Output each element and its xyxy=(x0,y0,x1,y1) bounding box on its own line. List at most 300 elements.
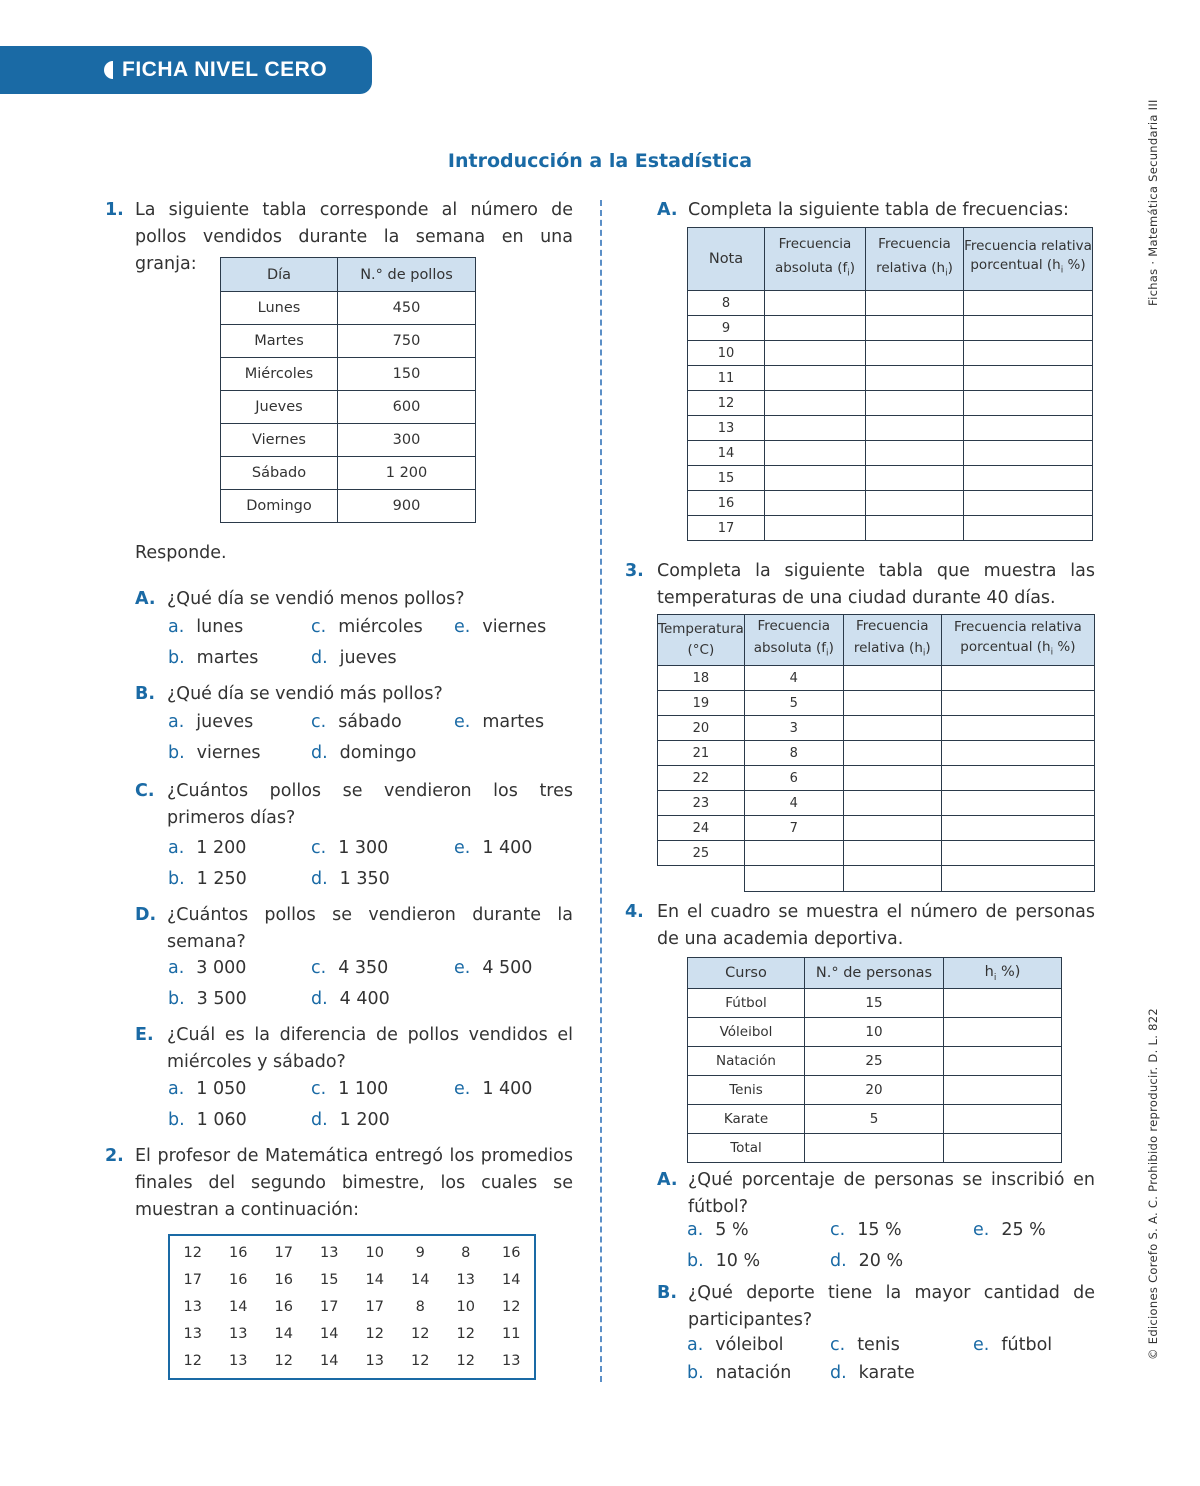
notas-header-hi-text: Frecuencia relativa (h xyxy=(876,236,951,277)
academy-header-h-tail: %) xyxy=(1000,963,1021,980)
q3-verb: Completa xyxy=(657,561,742,581)
fi-blank-cell[interactable] xyxy=(765,391,866,416)
option-text: viernes xyxy=(482,617,547,637)
grade-cell: 17 xyxy=(320,1298,339,1315)
option-letter: d. xyxy=(311,869,328,889)
fi-blank-cell[interactable] xyxy=(765,491,866,516)
option-text: 25 % xyxy=(1001,1220,1046,1240)
notas-header-hpct-sub: i xyxy=(1060,265,1064,276)
option-letter: c. xyxy=(311,958,327,978)
answer-option[interactable] xyxy=(454,1079,532,1099)
column-divider xyxy=(600,200,602,1382)
option-text: 1 060 xyxy=(196,1110,247,1130)
answer-option[interactable] xyxy=(311,958,388,978)
q1-sub-letter: C. xyxy=(135,781,155,801)
temp-cell: 18 xyxy=(658,666,745,691)
q1-sub-letter: A. xyxy=(135,589,156,609)
pollos-row xyxy=(221,424,476,457)
pollos-count-cell: 750 xyxy=(338,325,476,358)
q2a-text xyxy=(688,197,1069,224)
hpct-blank-cell[interactable] xyxy=(964,291,1093,316)
grade-cell: 13 xyxy=(183,1298,202,1315)
answer-option[interactable] xyxy=(311,869,390,889)
grade-cell: 14 xyxy=(320,1325,339,1342)
temp-cell: 25 xyxy=(658,841,745,866)
h-blank-cell[interactable] xyxy=(944,1076,1062,1105)
fi-blank-cell[interactable] xyxy=(765,316,866,341)
temp-hpct-blank-cell[interactable] xyxy=(941,716,1094,741)
academy-table xyxy=(687,957,1062,1163)
q2-text: El profesor de Matemática entregó los promedios finales del segundo bimestre, los cuales se muestran a continuación: xyxy=(135,1146,573,1220)
temp-header-fi-text: Frecuencia absoluta (f xyxy=(753,618,831,657)
personas-cell: 10 xyxy=(805,1018,944,1047)
grade-cell: 16 xyxy=(274,1298,293,1315)
grade-cell: 12 xyxy=(411,1325,430,1342)
temp-cell: 24 xyxy=(658,816,745,841)
grade-cell: 16 xyxy=(229,1271,248,1288)
notas-row xyxy=(688,416,1093,441)
answer-option[interactable] xyxy=(830,1251,903,1271)
temp-hi-blank-cell[interactable] xyxy=(843,791,941,816)
answer-option[interactable] xyxy=(311,1079,388,1099)
hpct-blank-cell[interactable] xyxy=(964,441,1093,466)
q1-number: 1. xyxy=(105,200,124,220)
temp-fi-cell: 8 xyxy=(744,741,843,766)
answer-option[interactable] xyxy=(311,743,416,763)
hi-blank-cell[interactable] xyxy=(866,466,964,491)
q2-number: 2. xyxy=(105,1146,124,1166)
fi-blank-cell[interactable] xyxy=(765,366,866,391)
personas-cell: 20 xyxy=(805,1076,944,1105)
option-letter: e. xyxy=(973,1220,990,1240)
q4-text: En el cuadro se muestra el número de personas de una academia deportiva. xyxy=(657,902,1095,949)
q1-sub-question: ¿Cuántos pollos se vendieron los tres primeros días? xyxy=(167,781,573,828)
answer-option[interactable] xyxy=(311,712,402,732)
q4-sub-question: ¿Qué porcentaje de personas se inscribió en fútbol? xyxy=(688,1170,1095,1217)
option-letter: d. xyxy=(830,1251,847,1271)
answer-option[interactable] xyxy=(454,958,532,978)
option-text: 4 400 xyxy=(339,989,390,1009)
pollos-count-cell: 900 xyxy=(338,490,476,523)
answer-option[interactable] xyxy=(311,989,390,1009)
pollos-day-cell: Martes xyxy=(221,325,338,358)
academy-row xyxy=(688,989,1062,1018)
answer-option[interactable] xyxy=(168,743,261,763)
option-letter: e. xyxy=(454,958,471,978)
banner-marker xyxy=(104,61,113,79)
option-letter: c. xyxy=(311,712,327,732)
hi-blank-cell[interactable] xyxy=(866,516,964,541)
option-letter: d. xyxy=(311,648,328,668)
notas-header-nota: Nota xyxy=(688,228,765,291)
pollos-day-cell: Jueves xyxy=(221,391,338,424)
option-letter: e. xyxy=(973,1335,990,1355)
temp-cell: 23 xyxy=(658,791,745,816)
temp-header-hpct-sub: i xyxy=(1050,647,1054,658)
option-letter: e. xyxy=(454,712,471,732)
answer-option[interactable] xyxy=(168,838,246,858)
option-text: 1 350 xyxy=(339,869,390,889)
notas-header-fi-close: ) xyxy=(849,260,856,277)
answer-option[interactable] xyxy=(311,1110,390,1130)
hi-blank-cell[interactable] xyxy=(866,391,964,416)
grades-grid xyxy=(168,1234,536,1380)
grade-cell: 14 xyxy=(320,1352,339,1369)
option-letter: b. xyxy=(168,869,185,889)
academy-header-personas: N.° de personas xyxy=(805,958,944,989)
notas-row xyxy=(688,341,1093,366)
academy-row xyxy=(688,1076,1062,1105)
nota-cell: 16 xyxy=(688,491,765,516)
option-text: jueves xyxy=(339,648,397,668)
fi-blank-cell[interactable] xyxy=(765,341,866,366)
temp-hi-blank-cell[interactable] xyxy=(843,766,941,791)
hpct-blank-cell[interactable] xyxy=(964,491,1093,516)
page-title: Introducción a la Estadística xyxy=(447,150,753,172)
option-letter: b. xyxy=(168,743,185,763)
personas-cell xyxy=(805,1134,944,1163)
q1-sub-question: ¿Qué día se vendió más pollos? xyxy=(167,684,443,704)
temp-total-empty xyxy=(658,866,745,892)
answer-option[interactable] xyxy=(168,869,247,889)
pollos-row xyxy=(221,457,476,490)
answer-option[interactable] xyxy=(311,617,423,637)
hi-blank-cell[interactable] xyxy=(866,491,964,516)
answer-option[interactable] xyxy=(830,1335,900,1355)
grade-cell: 9 xyxy=(415,1244,425,1261)
option-text: 20 % xyxy=(858,1251,904,1271)
academy-row xyxy=(688,1018,1062,1047)
option-letter: b. xyxy=(168,989,185,1009)
hpct-blank-cell[interactable] xyxy=(964,316,1093,341)
option-text: 1 400 xyxy=(482,838,533,858)
notas-row xyxy=(688,391,1093,416)
temp-hi-blank-cell[interactable] xyxy=(843,816,941,841)
fi-blank-cell[interactable] xyxy=(765,466,866,491)
grade-cell: 12 xyxy=(502,1298,521,1315)
pollos-table xyxy=(220,257,476,523)
option-text: 15 % xyxy=(857,1220,902,1240)
pollos-count-cell: 1 200 xyxy=(338,457,476,490)
grades-row xyxy=(170,1266,534,1293)
option-letter: c. xyxy=(311,1079,327,1099)
notas-row xyxy=(688,441,1093,466)
grade-cell: 16 xyxy=(274,1271,293,1288)
hpct-blank-cell[interactable] xyxy=(964,416,1093,441)
hi-blank-cell[interactable] xyxy=(866,416,964,441)
grade-cell: 13 xyxy=(365,1352,384,1369)
option-letter: e. xyxy=(454,617,471,637)
q1-text: La siguiente tabla corresponde al número de pollos vendidos durante la semana en una granja: xyxy=(135,200,573,274)
temp-total-hi-blank[interactable] xyxy=(843,866,941,892)
academy-header-h xyxy=(944,958,1062,989)
option-text: 1 300 xyxy=(338,838,389,858)
notas-header-hpct-tail: %) xyxy=(1067,257,1086,274)
grades-row xyxy=(170,1239,534,1266)
answer-option[interactable] xyxy=(973,1335,1052,1355)
pollos-header-num: N.° de pollos xyxy=(338,258,476,292)
answer-option[interactable] xyxy=(168,648,258,668)
temp-total-fi-blank[interactable] xyxy=(744,866,843,892)
grade-cell: 13 xyxy=(320,1244,339,1261)
answer-option[interactable] xyxy=(687,1363,791,1383)
curso-cell: Fútbol xyxy=(688,989,805,1018)
option-text: miércoles xyxy=(338,617,423,637)
option-text: vóleibol xyxy=(715,1335,784,1355)
sidebar-top-text: Fichas · Matemática Secundaria III xyxy=(1146,99,1160,306)
notas-row xyxy=(688,491,1093,516)
option-text: martes xyxy=(196,648,259,668)
answer-option[interactable] xyxy=(168,1079,246,1099)
temp-hpct-blank-cell[interactable] xyxy=(941,691,1094,716)
q3-number: 3. xyxy=(625,561,644,581)
grade-cell: 13 xyxy=(229,1352,248,1369)
option-letter: b. xyxy=(168,648,185,668)
option-letter: a. xyxy=(687,1335,704,1355)
grade-cell: 10 xyxy=(456,1298,475,1315)
hpct-blank-cell[interactable] xyxy=(964,341,1093,366)
option-text: sábado xyxy=(338,712,402,732)
answer-option[interactable] xyxy=(687,1251,760,1271)
hpct-blank-cell[interactable] xyxy=(964,466,1093,491)
grade-cell: 14 xyxy=(502,1271,521,1288)
responde-label: Responde. xyxy=(135,543,227,563)
answer-option[interactable] xyxy=(454,712,544,732)
header-banner xyxy=(0,46,372,94)
temp-fi-cell: 4 xyxy=(744,791,843,816)
temp-row xyxy=(658,841,1095,866)
notas-header-hpct xyxy=(964,228,1093,291)
pollos-count-cell: 150 xyxy=(338,358,476,391)
fi-blank-cell[interactable] xyxy=(765,516,866,541)
temp-hpct-blank-cell[interactable] xyxy=(941,666,1094,691)
option-text: lunes xyxy=(196,617,244,637)
option-letter: b. xyxy=(168,1110,185,1130)
pollos-day-cell: Miércoles xyxy=(221,358,338,391)
grade-cell: 12 xyxy=(365,1325,384,1342)
grade-cell: 17 xyxy=(365,1298,384,1315)
notas-freq-table xyxy=(687,227,1093,541)
option-text: 1 100 xyxy=(338,1079,389,1099)
option-text: karate xyxy=(858,1363,915,1383)
answer-option[interactable] xyxy=(687,1220,749,1240)
answer-option[interactable] xyxy=(454,617,546,637)
notas-row xyxy=(688,291,1093,316)
hi-blank-cell[interactable] xyxy=(866,316,964,341)
grade-cell: 13 xyxy=(183,1325,202,1342)
option-text: jueves xyxy=(196,712,254,732)
temp-hi-blank-cell[interactable] xyxy=(843,841,941,866)
fi-blank-cell[interactable] xyxy=(765,416,866,441)
option-text: 3 000 xyxy=(196,958,247,978)
grade-cell: 15 xyxy=(320,1271,339,1288)
option-letter: a. xyxy=(168,712,185,732)
fi-blank-cell[interactable] xyxy=(765,441,866,466)
temp-total-row xyxy=(658,866,1095,892)
option-text: 5 % xyxy=(715,1220,749,1240)
personas-cell: 5 xyxy=(805,1105,944,1134)
answer-option[interactable] xyxy=(168,1110,247,1130)
grade-cell: 12 xyxy=(456,1325,475,1342)
q1-sub-letter: B. xyxy=(135,684,155,704)
answer-option[interactable] xyxy=(830,1363,915,1383)
nota-cell: 8 xyxy=(688,291,765,316)
h-blank-cell[interactable] xyxy=(944,1134,1062,1163)
grade-cell: 12 xyxy=(411,1352,430,1369)
temperature-table xyxy=(657,614,1095,892)
nota-cell: 15 xyxy=(688,466,765,491)
temp-hi-blank-cell[interactable] xyxy=(843,691,941,716)
temp-total-hpct-blank[interactable] xyxy=(941,866,1094,892)
hpct-blank-cell[interactable] xyxy=(964,391,1093,416)
hpct-blank-cell[interactable] xyxy=(964,516,1093,541)
q4-sub-letter: B. xyxy=(657,1283,677,1303)
grade-cell: 13 xyxy=(502,1352,521,1369)
temp-hi-blank-cell[interactable] xyxy=(843,716,941,741)
nota-cell: 14 xyxy=(688,441,765,466)
notas-header-hpct-text: Frecuencia relativa porcentual (h xyxy=(964,238,1092,274)
option-letter: d. xyxy=(311,743,328,763)
option-letter: c. xyxy=(830,1335,846,1355)
h-blank-cell[interactable] xyxy=(944,1018,1062,1047)
pollos-count-cell: 450 xyxy=(338,292,476,325)
answer-option[interactable] xyxy=(830,1220,902,1240)
grades-row xyxy=(170,1320,534,1347)
grade-cell: 17 xyxy=(274,1244,293,1261)
hi-blank-cell[interactable] xyxy=(866,441,964,466)
grades-row xyxy=(170,1293,534,1320)
temp-header-temp: Temperatura (°C) xyxy=(658,615,745,666)
option-letter: d. xyxy=(830,1363,847,1383)
curso-cell: Vóleibol xyxy=(688,1018,805,1047)
answer-option[interactable] xyxy=(168,617,243,637)
h-blank-cell[interactable] xyxy=(944,1047,1062,1076)
grade-cell: 12 xyxy=(183,1352,202,1369)
nota-cell: 10 xyxy=(688,341,765,366)
temp-hi-blank-cell[interactable] xyxy=(843,741,941,766)
grade-cell: 12 xyxy=(274,1352,293,1369)
hi-blank-cell[interactable] xyxy=(866,291,964,316)
grade-cell: 8 xyxy=(461,1244,471,1261)
q2a-instruction: la siguiente tabla de frecuencias: xyxy=(777,200,1069,220)
answer-option[interactable] xyxy=(973,1220,1046,1240)
answer-option[interactable] xyxy=(168,958,246,978)
pollos-count-cell: 300 xyxy=(338,424,476,457)
option-letter: b. xyxy=(687,1363,704,1383)
option-letter: a. xyxy=(168,1079,185,1099)
option-text: fútbol xyxy=(1001,1335,1053,1355)
notas-header-hi-sub: i xyxy=(945,268,948,279)
grade-cell: 14 xyxy=(274,1325,293,1342)
pollos-row xyxy=(221,490,476,523)
option-text: 1 250 xyxy=(196,869,247,889)
notas-header-fi xyxy=(765,228,866,291)
option-text: natación xyxy=(715,1363,792,1383)
option-text: 1 400 xyxy=(482,1079,533,1099)
hi-blank-cell[interactable] xyxy=(866,366,964,391)
temp-header-hi-close: ) xyxy=(925,640,931,657)
academy-header-h-text: h xyxy=(984,963,994,980)
q4-sub-question: ¿Qué deporte tiene la mayor cantidad de participantes? xyxy=(688,1283,1095,1330)
curso-cell: Karate xyxy=(688,1105,805,1134)
pollos-header-dia: Día xyxy=(221,258,338,292)
answer-option[interactable] xyxy=(687,1335,784,1355)
pollos-row xyxy=(221,292,476,325)
temp-hi-blank-cell[interactable] xyxy=(843,666,941,691)
temp-header-hi xyxy=(843,615,941,666)
option-text: 3 500 xyxy=(196,989,247,1009)
answer-option[interactable] xyxy=(311,648,397,668)
answer-option[interactable] xyxy=(168,712,253,732)
temp-header-hpct-text: Frecuencia relativa porcentual (h xyxy=(953,619,1082,656)
academy-row xyxy=(688,1134,1062,1163)
notas-header-fi-sub: i xyxy=(847,268,850,279)
curso-cell: Tenis xyxy=(688,1076,805,1105)
pollos-day-cell: Lunes xyxy=(221,292,338,325)
personas-cell: 15 xyxy=(805,989,944,1018)
grade-cell: 12 xyxy=(456,1352,475,1369)
option-text: tenis xyxy=(857,1335,900,1355)
answer-option[interactable] xyxy=(168,989,247,1009)
h-blank-cell[interactable] xyxy=(944,989,1062,1018)
option-text: viernes xyxy=(196,743,261,763)
option-letter: c. xyxy=(311,617,327,637)
temp-hpct-blank-cell[interactable] xyxy=(941,816,1094,841)
option-text: domingo xyxy=(339,743,417,763)
answer-option[interactable] xyxy=(311,838,388,858)
h-blank-cell[interactable] xyxy=(944,1105,1062,1134)
notas-row xyxy=(688,516,1093,541)
fi-blank-cell[interactable] xyxy=(765,291,866,316)
temp-row xyxy=(658,766,1095,791)
temp-header-hpct xyxy=(941,615,1094,666)
option-letter: c. xyxy=(311,838,327,858)
pollos-day-cell: Domingo xyxy=(221,490,338,523)
temp-row xyxy=(658,666,1095,691)
banner-label: FICHA NIVEL CERO xyxy=(122,58,328,81)
sidebar-bottom-text: © Ediciones Corefo S. A. C. Prohibido reproducir. D. L. 822 xyxy=(1146,1008,1160,1360)
grades-row xyxy=(170,1347,534,1374)
nota-cell: 13 xyxy=(688,416,765,441)
temp-hpct-blank-cell[interactable] xyxy=(941,741,1094,766)
notas-header-hi-close: ) xyxy=(947,260,953,277)
pollos-day-cell: Sábado xyxy=(221,457,338,490)
academy-row xyxy=(688,1105,1062,1134)
hi-blank-cell[interactable] xyxy=(866,341,964,366)
grade-cell: 16 xyxy=(229,1244,248,1261)
academy-row xyxy=(688,1047,1062,1076)
temp-hpct-blank-cell[interactable] xyxy=(941,841,1094,866)
temp-hpct-blank-cell[interactable] xyxy=(941,766,1094,791)
q1-sub-question: ¿Qué día se vendió menos pollos? xyxy=(167,589,465,609)
grade-cell: 14 xyxy=(411,1271,430,1288)
hpct-blank-cell[interactable] xyxy=(964,366,1093,391)
grade-cell: 14 xyxy=(365,1271,384,1288)
temp-header-hpct-tail: %) xyxy=(1057,639,1076,656)
option-text: 4 350 xyxy=(338,958,389,978)
temp-hpct-blank-cell[interactable] xyxy=(941,791,1094,816)
personas-cell: 25 xyxy=(805,1047,944,1076)
grade-cell: 10 xyxy=(365,1244,384,1261)
q2a-letter: A. xyxy=(657,200,678,220)
grade-cell: 13 xyxy=(229,1325,248,1342)
nota-cell: 17 xyxy=(688,516,765,541)
temp-header-fi-sub: i xyxy=(826,648,829,659)
option-text: 1 050 xyxy=(196,1079,247,1099)
answer-option[interactable] xyxy=(454,838,532,858)
temp-row xyxy=(658,791,1095,816)
temp-cell: 20 xyxy=(658,716,745,741)
